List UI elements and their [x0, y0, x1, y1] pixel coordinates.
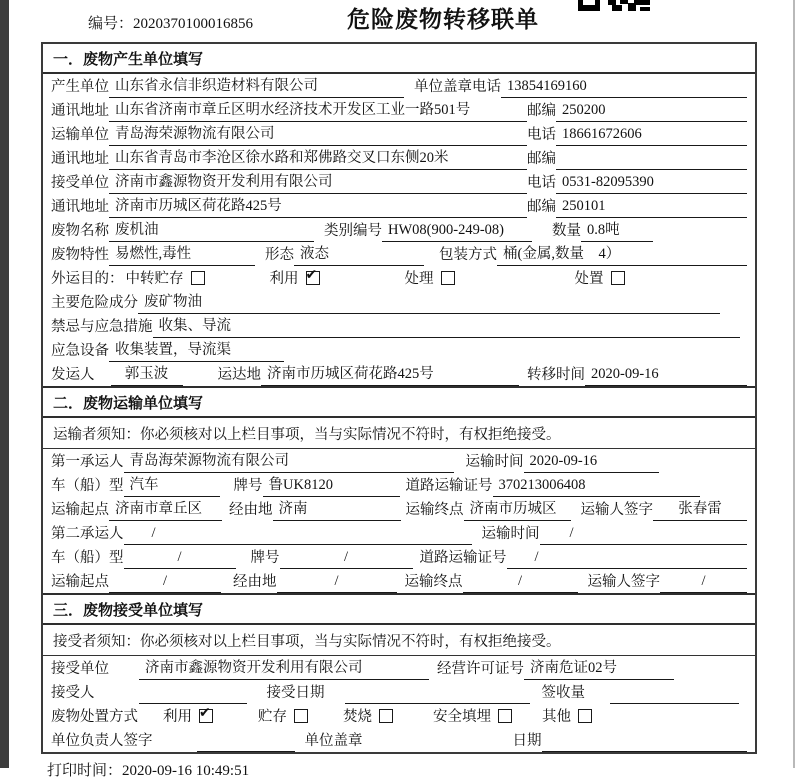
second-carrier-label: 第二承运人 [51, 526, 124, 542]
generator-unit-label: 产生单位 [51, 79, 109, 95]
print-time-value: 2020-09-16 10:49:51 [122, 763, 250, 779]
page-title: 危险废物转移联单 [347, 7, 539, 32]
checkbox-label: 中转贮存 [125, 271, 184, 287]
hazard-component-label: 主要危险成分 [51, 295, 138, 311]
acceptor-label: 接受人 [51, 685, 95, 701]
checkbox-label: 贮存 [258, 709, 287, 725]
generator-zip-value: 250200 [556, 102, 747, 122]
route-via2-value: / [277, 573, 397, 593]
business-license-value: 济南危证02号 [524, 656, 674, 680]
vehicle-type2-label: 车（船）型 [51, 550, 124, 566]
vehicle-type-value: 汽车 [124, 473, 220, 497]
plate-number2-label: 牌号 [250, 550, 280, 566]
transporter-notice: 运输者须知：你必须核对以上栏目事项，当与实际情况不符时，有权拒绝接受。 [43, 418, 755, 449]
second-carrier-row [43, 521, 755, 545]
transporter-address-value: 山东省青岛市李沧区徐水路和郑佛路交叉口东侧20米 [109, 146, 527, 170]
transport-time2-label: 运输时间 [481, 526, 540, 542]
transporter-unit-label: 运输单位 [51, 127, 109, 143]
quantity-value: 0.8吨 [581, 218, 653, 242]
disposal-landfill [433, 705, 512, 728]
disposal-method-label: 废物处置方式 [51, 709, 138, 725]
vehicle-type-row-1 [43, 473, 755, 497]
accepting-unit-value: 济南市鑫源物资开发利用有限公司 [139, 656, 429, 680]
road-permit2-value: / [507, 549, 748, 569]
section1-header: 一．废物产生单位填写 [43, 44, 755, 74]
checkbox-label: 处置 [574, 271, 604, 287]
transport-time2-value: / [540, 525, 748, 545]
purpose-utilize [270, 267, 320, 290]
treat-checkbox [441, 271, 455, 285]
received-quantity-value [610, 687, 739, 704]
disposal-landfill-checkbox [498, 709, 512, 723]
emergency-measures-row [43, 314, 755, 338]
acceptor-value [139, 687, 247, 704]
transporter-unit-value: 青岛海荣源物流有限公司 [109, 122, 527, 146]
first-carrier-row [43, 449, 755, 473]
generator-address-row [43, 98, 755, 122]
emergency-equipment-value: 收集装置，导流渠 [109, 338, 284, 362]
emergency-measures-label: 禁忌与应急措施 [51, 319, 153, 335]
generator-unit-value: 山东省永信非织造材料有限公司 [109, 74, 404, 98]
first-carrier-label: 第一承运人 [51, 454, 124, 470]
receiver-unit-label: 接受单位 [51, 175, 109, 191]
route-end-label: 运输终点 [405, 502, 464, 518]
route-origin2-label: 运输起点 [51, 574, 109, 590]
route-via-label: 经由地 [229, 502, 273, 518]
vehicle-type2-value: / [124, 549, 236, 569]
waste-property-label: 废物特性 [51, 247, 109, 263]
disposal-utilize [163, 705, 213, 728]
carrier-signature2-label: 运输人签字 [587, 574, 660, 590]
utilize-checkbox [306, 271, 320, 285]
road-permit-label: 道路运输证号 [405, 478, 493, 494]
carrier-signature-value: 张春雷 [653, 497, 747, 521]
received-quantity-label: 签收量 [541, 685, 585, 701]
road-permit-value: 370213006408 [493, 477, 700, 497]
transport-time-value: 2020-09-16 [524, 453, 659, 473]
plate-number2-value: / [280, 549, 413, 569]
vehicle-type-label: 车（船）型 [51, 478, 124, 494]
disposal-storage-checkbox [294, 709, 308, 723]
route-via2-label: 经由地 [233, 574, 277, 590]
plate-number-value: 鲁UK8120 [263, 473, 400, 497]
route-row-2 [43, 569, 755, 593]
acceptor-row [43, 680, 755, 704]
accepting-unit-label: 接受单位 [51, 661, 109, 677]
print-time-label: 打印时间： [47, 763, 123, 779]
form-state-label: 形态 [265, 247, 294, 263]
receiver-zip-label: 邮编 [527, 199, 556, 215]
page-right-edge [793, 0, 795, 768]
waste-property-row [43, 242, 755, 266]
responsible-signature-value [197, 735, 295, 752]
purpose-treat [405, 267, 455, 290]
disposal-other [542, 705, 592, 728]
generator-phone-label: 电话 [472, 79, 501, 95]
receiver-unit-value: 济南市鑫源物资开发利用有限公司 [109, 170, 527, 194]
waste-name-row [43, 218, 755, 242]
business-license-label: 经营许可证号 [437, 661, 524, 677]
accept-date-value [345, 687, 530, 704]
quantity-label: 数量 [552, 223, 581, 239]
responsible-signature-row [43, 728, 755, 752]
generator-unit-row [43, 74, 755, 98]
packing-value: 桶(金属,数量 4） [497, 242, 747, 266]
shipper-value: 郭玉波 [111, 362, 183, 386]
destination-label: 运达地 [217, 367, 261, 383]
route-end-value: 济南市历城区 [464, 497, 571, 521]
transport-time-label: 运输时间 [465, 454, 524, 470]
road-permit2-label: 道路运输证号 [419, 550, 507, 566]
transfer-time-value: 2020-09-16 [585, 366, 747, 386]
hazard-component-value: 废矿物油 [138, 290, 720, 314]
waste-name-value: 废机油 [109, 218, 314, 242]
serial-number-line [88, 12, 253, 33]
emergency-equipment-row [43, 338, 755, 362]
unit-seal2-label: 单位盖章 [304, 733, 363, 749]
plate-number-label: 牌号 [233, 478, 263, 494]
form-state-value: 液态 [294, 242, 424, 266]
route-origin-label: 运输起点 [51, 502, 109, 518]
transfer-purpose-row [43, 266, 755, 290]
carrier-signature-label: 运输人签字 [580, 502, 653, 518]
transporter-phone-value: 18661672606 [556, 126, 747, 146]
transfer-time-label: 转移时间 [527, 367, 585, 383]
print-time-line [47, 759, 249, 780]
transit-storage-checkbox [191, 271, 205, 285]
disposal-incinerate [343, 705, 393, 728]
receiver-notice: 接受者须知：你必须核对以上栏目事项，当与实际情况不符时，有权拒绝接受。 [43, 625, 755, 656]
shipper-label: 发运人 [51, 367, 95, 383]
packing-label: 包装方式 [439, 247, 497, 263]
disposal-method-row [43, 704, 755, 728]
transporter-address-row [43, 146, 755, 170]
accepting-unit-row [43, 656, 755, 680]
transporter-phone-label: 电话 [527, 127, 556, 143]
receiver-phone-value: 0531-82095390 [556, 174, 747, 194]
checkbox-label: 处理 [404, 271, 434, 287]
section2-header: 二．废物运输单位填写 [43, 386, 755, 418]
receiver-address-value: 济南市历城区荷花路425号 [109, 194, 527, 218]
waste-name-label: 废物名称 [51, 223, 109, 239]
transporter-zip-value [556, 153, 747, 170]
receiver-address-label: 通讯地址 [51, 199, 109, 215]
section3-header: 三．废物接受单位填写 [43, 593, 755, 625]
purpose-dispose [575, 267, 625, 290]
purpose-transit-storage [126, 267, 205, 290]
receiver-zip-value: 250101 [556, 198, 747, 218]
manifest-form [41, 42, 757, 754]
route-origin2-value: / [109, 573, 221, 593]
first-carrier-value: 青岛海荣源物流有限公司 [124, 449, 454, 473]
checkbox-label: 其他 [542, 709, 571, 725]
emergency-measures-value: 收集、导流 [153, 314, 741, 338]
date-label: 日期 [512, 733, 542, 749]
transporter-zip-label: 邮编 [527, 151, 556, 167]
vehicle-type-row-2 [43, 545, 755, 569]
disposal-utilize-checkbox [199, 709, 213, 723]
receiver-phone-label: 电话 [527, 175, 556, 191]
second-carrier-value: / [124, 525, 472, 545]
serial-value: 2020370100016856 [133, 16, 254, 32]
checkbox-label: 利用 [269, 271, 299, 287]
emergency-equipment-label: 应急设备 [51, 343, 109, 359]
hazard-component-row [43, 290, 755, 314]
receiver-unit-row [43, 170, 755, 194]
generator-address-label: 通讯地址 [51, 103, 109, 119]
generator-phone-value: 13854169160 [501, 78, 747, 98]
responsible-signature-label: 单位负责人签字 [51, 733, 153, 749]
checkbox-label: 安全填埋 [433, 709, 491, 725]
generator-zip-label: 邮编 [527, 103, 556, 119]
dispose-checkbox [611, 271, 625, 285]
route-end2-label: 运输终点 [404, 574, 463, 590]
generator-address-value: 山东省济南市章丘区明水经济技术开发区工业一路501号 [109, 98, 527, 122]
category-code-value: HW08(900-249-08) [382, 222, 532, 242]
carrier-signature2-value: / [660, 573, 747, 593]
disposal-other-checkbox [578, 709, 592, 723]
disposal-storage [258, 705, 308, 728]
route-origin-value: 济南市章丘区 [109, 497, 222, 521]
category-code-label: 类别编号 [324, 223, 382, 239]
destination-value: 济南市历城区荷花路425号 [261, 362, 519, 386]
accept-date-label: 接受日期 [266, 685, 325, 701]
transporter-address-label: 通讯地址 [51, 151, 109, 167]
route-via-value: 济南 [273, 497, 401, 521]
waste-property-value: 易燃性,毒性 [109, 242, 255, 266]
qr-code-fragment [578, 0, 650, 11]
scan-edge-artifact [0, 0, 9, 768]
unit-seal-label: 单位盖章 [414, 79, 472, 95]
serial-label: 编号： [88, 16, 134, 32]
route-row-1 [43, 497, 755, 521]
transporter-unit-row [43, 122, 755, 146]
checkbox-label: 焚烧 [343, 709, 372, 725]
date-value [542, 735, 748, 752]
receiver-address-row [43, 194, 755, 218]
shipper-row [43, 362, 755, 386]
route-end2-value: / [463, 573, 578, 593]
disposal-incinerate-checkbox [379, 709, 393, 723]
checkbox-label: 利用 [163, 709, 192, 725]
transfer-purpose-label: 外运目的： [51, 271, 124, 287]
